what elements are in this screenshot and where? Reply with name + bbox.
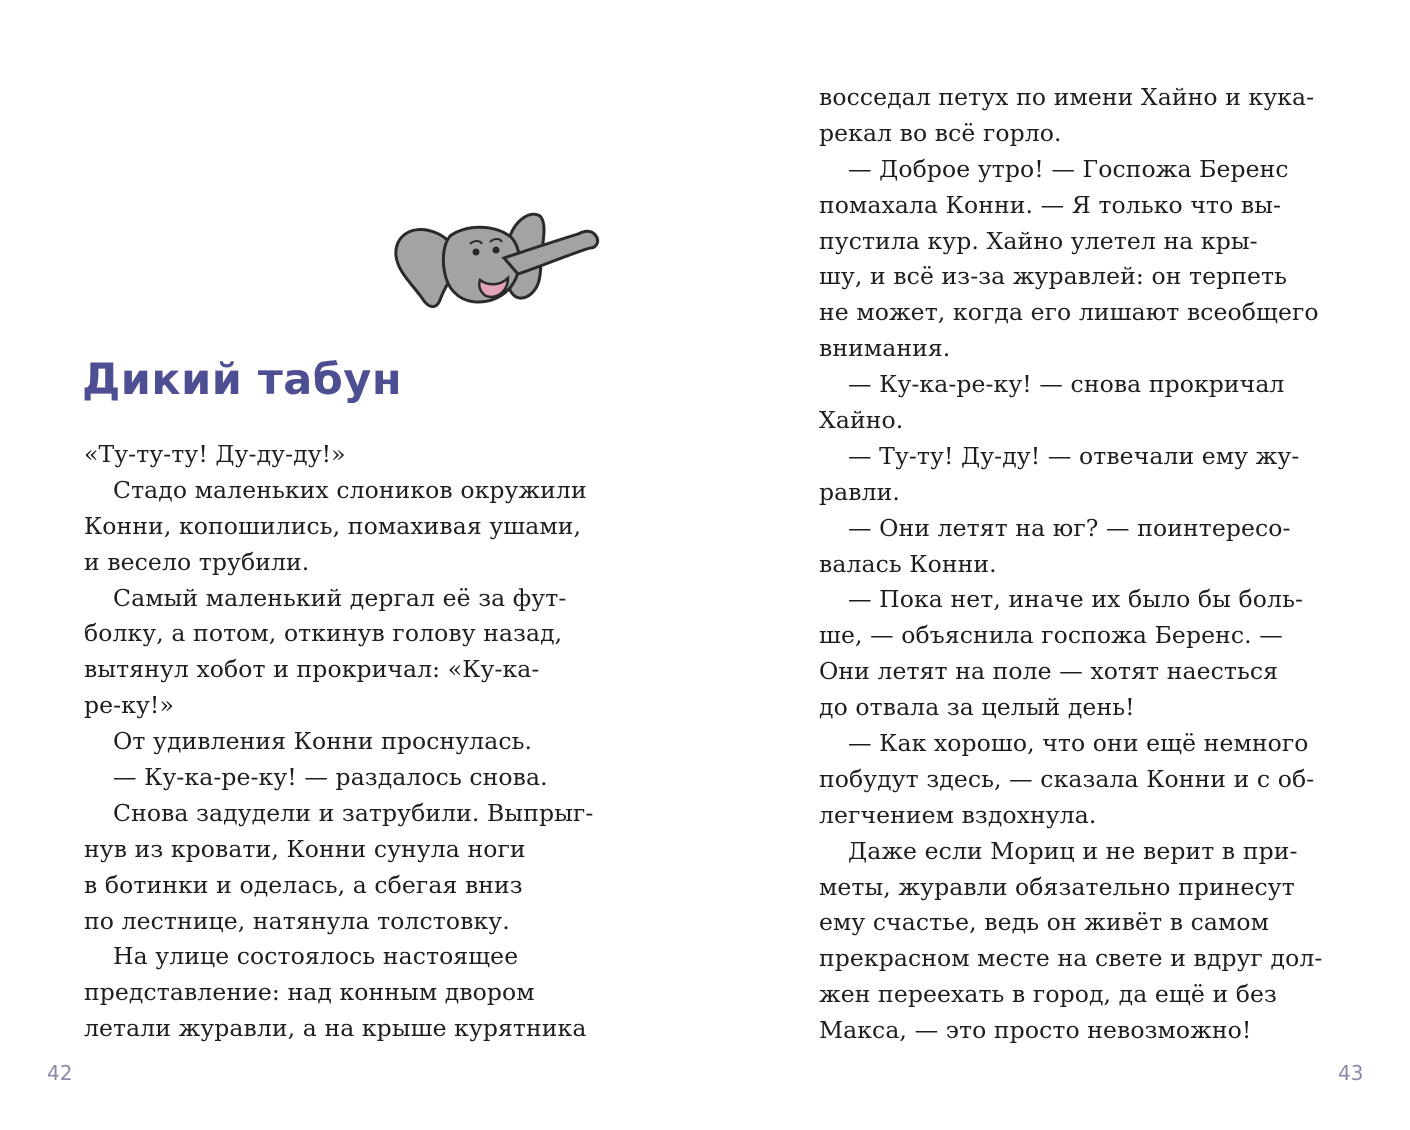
text-line: до отвала за целый день! bbox=[819, 693, 1135, 722]
text-line: ре-ку!» bbox=[84, 691, 174, 720]
elephant-icon bbox=[392, 206, 602, 318]
text-line: Хайно. bbox=[819, 406, 904, 435]
right-page bbox=[705, 0, 1410, 1130]
text-line: летали журавли, а на крыше курятника bbox=[84, 1014, 587, 1043]
right-page-text bbox=[819, 80, 1322, 1049]
text-line: — Ку-ка-ре-ку! — раздалось снова. bbox=[113, 763, 548, 792]
text-line: Даже если Мориц и не верит в при- bbox=[848, 836, 1298, 865]
text-line: нув из кровати, Конни сунула ноги bbox=[84, 834, 526, 863]
text-line: побудут здесь, — сказала Конни и с об- bbox=[819, 764, 1315, 793]
text-line: — Они летят на юг? — поинтересо- bbox=[848, 513, 1291, 542]
text-line: представление: над конным двором bbox=[84, 978, 535, 1007]
text-line: легчением вздохнула. bbox=[819, 800, 1097, 829]
text-line: вытянул хобот и прокричал: «Ку-ка- bbox=[84, 655, 540, 684]
page-number-left: 42 bbox=[47, 1061, 73, 1085]
page-number-right: 43 bbox=[1338, 1061, 1364, 1085]
text-line: помахала Конни. — Я только что вы- bbox=[819, 190, 1282, 219]
text-line: Стадо маленьких слоников окружили bbox=[113, 475, 587, 504]
text-line: — Доброе утро! — Госпожа Беренс bbox=[848, 154, 1289, 183]
text-line: Конни, копошились, помахивая ушами, bbox=[84, 511, 582, 540]
text-line: От удивления Конни проснулась. bbox=[113, 727, 533, 756]
left-page-text bbox=[84, 437, 593, 1047]
text-line: прекрасном месте на свете и вдруг дол- bbox=[819, 944, 1323, 973]
text-line: рекал во всё горло. bbox=[819, 118, 1062, 147]
text-line: восседал петух по имени Хайно и кука- bbox=[819, 83, 1315, 111]
text-line: — Пока нет, иначе их было бы боль- bbox=[848, 585, 1304, 614]
chapter-title: Дикий табун bbox=[82, 355, 403, 405]
text-line: меты, журавли обязательно принесут bbox=[819, 872, 1295, 901]
text-line: Самый маленький дергал её за фут- bbox=[113, 583, 567, 612]
text-line: «Ту-ту-ту! Ду-ду-ду!» bbox=[84, 440, 346, 468]
text-line: и весело трубили. bbox=[84, 547, 310, 576]
text-line: Они летят на поле — хотят наесться bbox=[819, 657, 1279, 686]
text-line: ше, — объяснила госпожа Беренс. — bbox=[819, 621, 1283, 650]
text-line: внимания. bbox=[819, 334, 951, 363]
text-line: болку, а потом, откинув голову назад, bbox=[84, 619, 563, 648]
text-line: На улице состоялось настоящее bbox=[113, 942, 519, 971]
text-line: в ботинки и оделась, а сбегая вниз bbox=[84, 870, 523, 899]
text-line: не может, когда его лишают всеобщего bbox=[819, 298, 1319, 327]
text-line: Макса, — это просто невозможно! bbox=[819, 1016, 1252, 1045]
text-line: — Как хорошо, что они ещё немного bbox=[848, 729, 1309, 758]
text-line: валась Конни. bbox=[819, 549, 997, 578]
text-line: шу, и всё из-за журавлей: он терпеть bbox=[819, 262, 1288, 291]
text-line: равли. bbox=[819, 477, 900, 506]
text-line: по лестнице, натянула толстовку. bbox=[84, 906, 510, 935]
text-line: жен переехать в город, да ещё и без bbox=[819, 980, 1277, 1009]
text-line: пустила кур. Хайно улетел на кры- bbox=[819, 226, 1258, 255]
text-line: — Ку-ка-ре-ку! — снова прокричал bbox=[848, 370, 1285, 399]
text-line: Снова задудели и затрубили. Выпрыг- bbox=[113, 798, 594, 827]
text-line: — Ту-ту! Ду-ду! — отвечали ему жу- bbox=[848, 441, 1300, 470]
text-line: ему счастье, ведь он живёт в самом bbox=[819, 908, 1270, 937]
